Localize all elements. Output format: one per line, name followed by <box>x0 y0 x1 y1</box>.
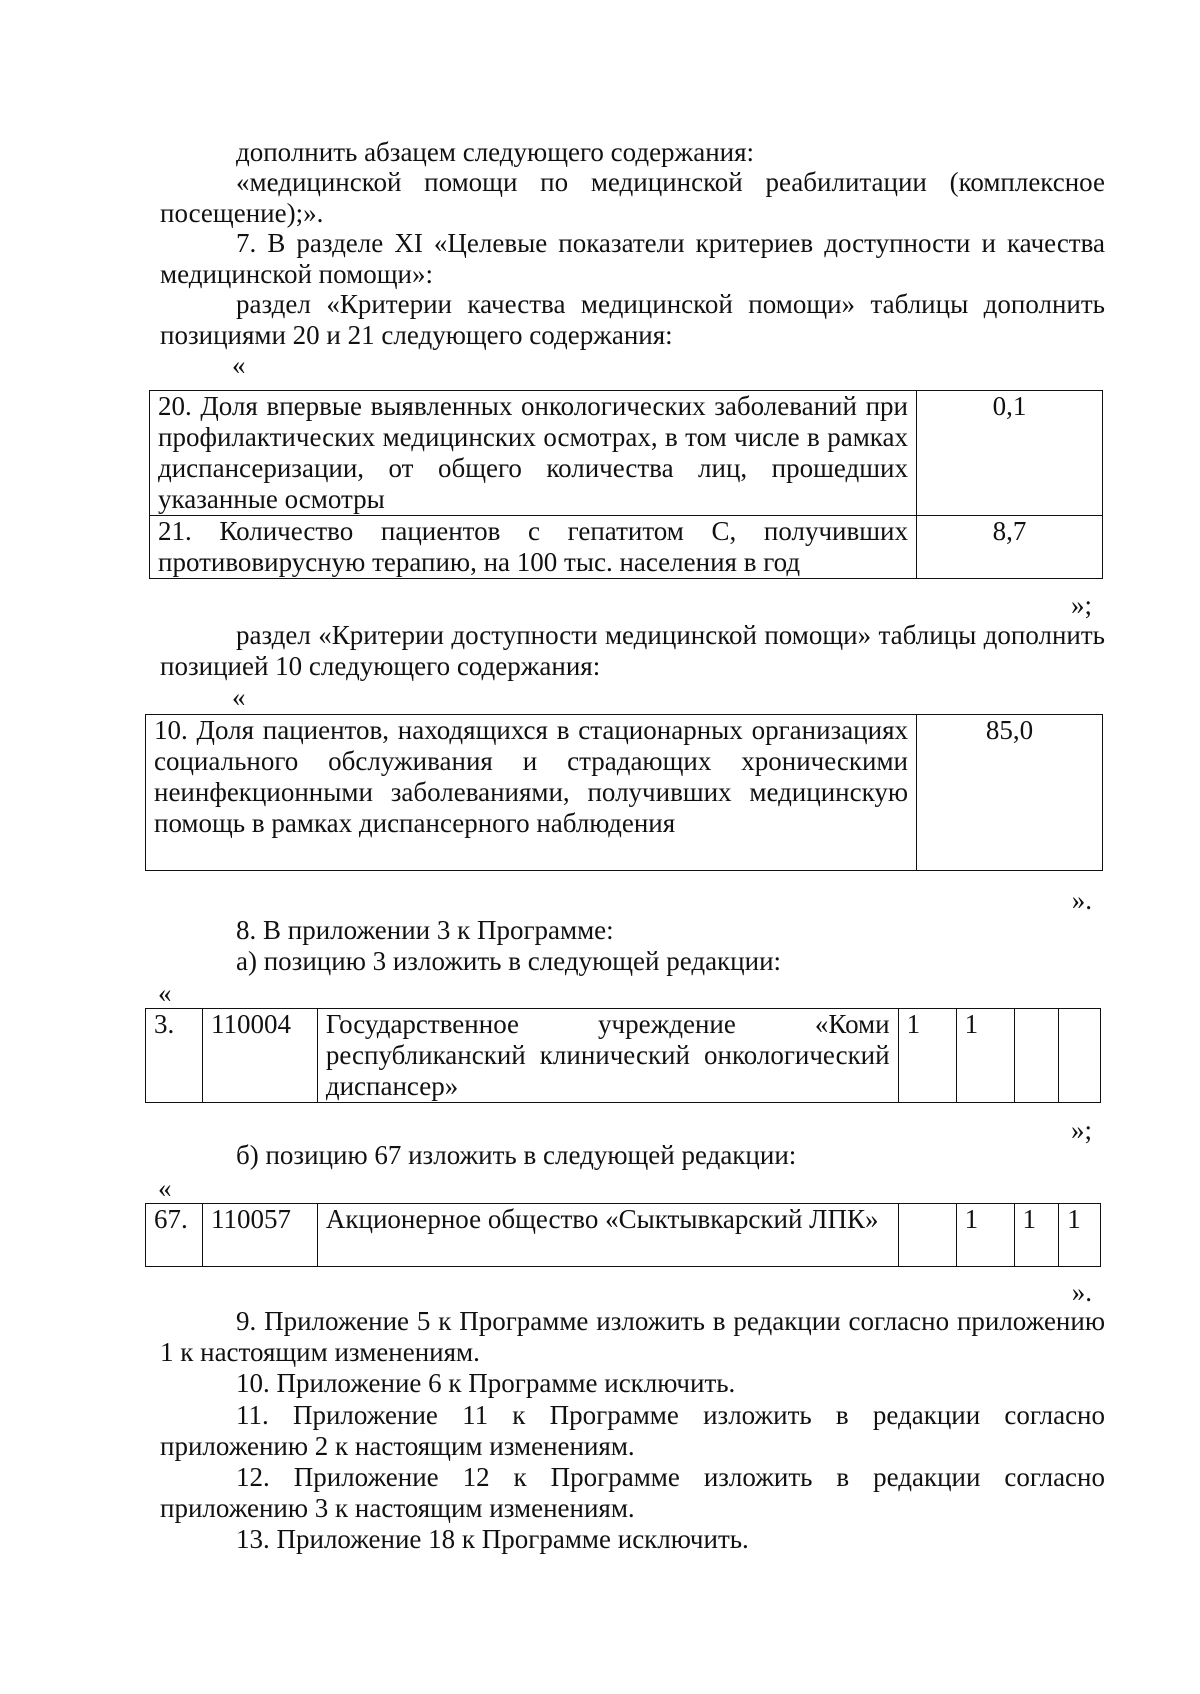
open-quote: « <box>232 682 246 712</box>
item-8-text: 8. В приложении 3 к Программе: <box>236 915 614 945</box>
intro-line: дополнить абзацем следующего содержания: <box>236 137 755 167</box>
cell-c1 <box>898 1204 956 1267</box>
cell-name: Государственное учреждение «Коми республиканский клинический онкологический диспансер» <box>317 1009 898 1103</box>
criteria-access-table <box>145 714 1103 871</box>
row-value: 0,1 <box>917 391 1103 516</box>
item-8-a: а) позицию 3 изложить в следующей редакции: <box>236 946 782 976</box>
cell-c4: 1 <box>1059 1204 1101 1267</box>
cell-c2: 1 <box>956 1009 1014 1103</box>
cell-c3 <box>1014 1009 1059 1103</box>
table-row <box>146 1204 1101 1267</box>
item-9: 9. Приложение 5 к Программе изложить в редакции согласно приложению 1 к настоящим изменениям. <box>160 1306 1105 1367</box>
table-row <box>146 715 1103 871</box>
intro-quote: «медицинской помощи по медицинской реабилитации (комплексное посещение);». <box>160 167 1105 228</box>
item-13: 13. Приложение 18 к Программе исключить. <box>236 1524 749 1554</box>
hospital-table-a <box>145 1008 1101 1103</box>
close-quote: »; <box>1070 1115 1092 1145</box>
hospital-table-b <box>145 1203 1101 1267</box>
close-quote: ». <box>1071 885 1092 915</box>
item-7-sub2: раздел «Критерии доступности медицинской помощи» таблицы дополнить позицией 10 следующего содержания: <box>160 620 1105 681</box>
cell-code: 110057 <box>202 1204 317 1267</box>
cell-c2: 1 <box>956 1204 1014 1267</box>
row-value: 85,0 <box>917 715 1103 871</box>
item-11: 11. Приложение 11 к Программе изложить в редакции согласно приложению 2 к настоящим изменениям. <box>160 1400 1105 1461</box>
item-8-b: б) позицию 67 изложить в следующей редакции: <box>236 1140 797 1170</box>
item-7-text: 7. В разделе XI «Целевые показатели критериев доступности и качества медицинской помощи»: <box>160 228 1105 289</box>
row-text: 21. Количество пациентов с гепатитом С, получивших противовирусную терапию, на 100 тыс. населения в год <box>150 516 917 579</box>
row-value: 8,7 <box>917 516 1103 579</box>
row-text: 20. Доля впервые выявленных онкологических заболеваний при профилактических медицинских осмотрах, в том числе в рамках диспансеризации, от общего количества лиц, прошедших указанные осмотры <box>150 391 917 516</box>
cell-c1: 1 <box>898 1009 956 1103</box>
close-quote: »; <box>1070 590 1092 620</box>
open-quote: « <box>232 350 246 380</box>
open-quote: « <box>158 978 172 1008</box>
cell-name: Акционерное общество «Сыктывкарский ЛПК» <box>317 1204 898 1267</box>
table-row <box>150 516 1103 579</box>
cell-c4 <box>1059 1009 1101 1103</box>
item-7-sub: раздел «Критерии качества медицинской помощи» таблицы дополнить позициями 20 и 21 следующего содержания: <box>160 289 1105 350</box>
table-row <box>150 391 1103 516</box>
cell-code: 110004 <box>202 1009 317 1103</box>
row-text: 10. Доля пациентов, находящихся в стационарных организациях социального обслуживания и страдающих хроническими неинфекционными заболеваниями, получивших медицинскую помощь в рамках диспансерного наблюдения <box>146 715 917 871</box>
cell-num: 3. <box>146 1009 203 1103</box>
item-10: 10. Приложение 6 к Программе исключить. <box>236 1368 736 1398</box>
close-quote: ». <box>1071 1277 1092 1307</box>
criteria-quality-table <box>149 390 1103 579</box>
cell-num: 67. <box>146 1204 203 1267</box>
cell-c3: 1 <box>1014 1204 1059 1267</box>
item-12: 12. Приложение 12 к Программе изложить в редакции согласно приложению 3 к настоящим изменениям. <box>160 1462 1105 1523</box>
open-quote: « <box>158 1173 172 1203</box>
table-row <box>146 1009 1101 1103</box>
